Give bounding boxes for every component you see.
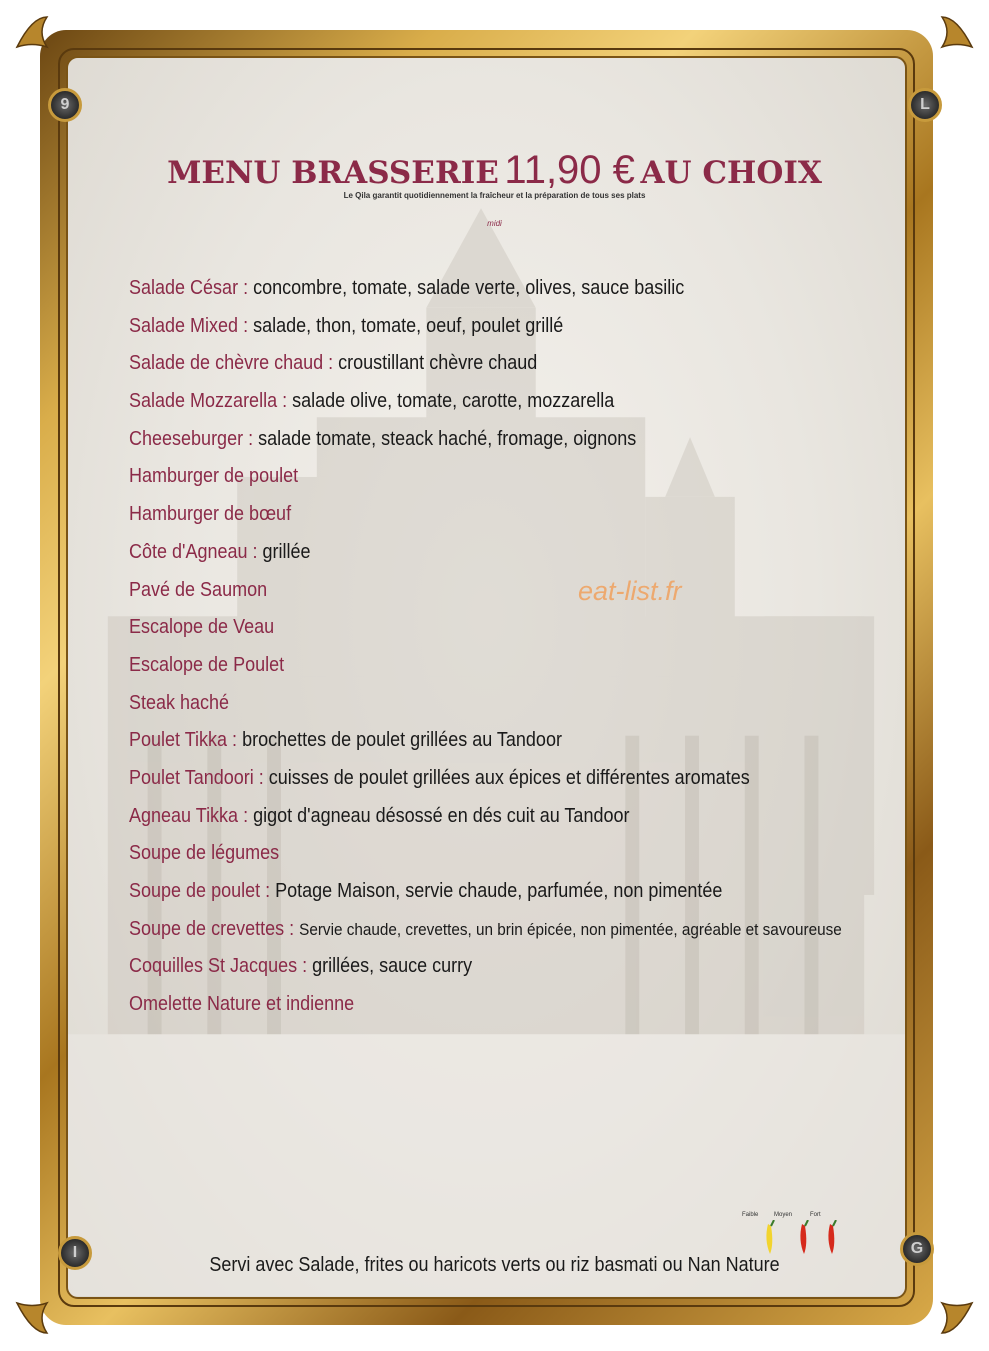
menu-item-description: salade olive, tomate, carotte, mozzarella xyxy=(292,390,615,413)
spice-label-faible: Faible xyxy=(742,1212,759,1218)
menu-item-separator: : xyxy=(227,729,243,752)
menu-list xyxy=(129,274,889,1028)
menu-item-name: Hamburger de bœuf xyxy=(129,503,292,526)
menu-item-name: Côte d'Agneau xyxy=(129,540,248,563)
menu-item-separator: : xyxy=(253,766,269,789)
menu-item-separator: : xyxy=(238,804,254,827)
menu-item-separator: : xyxy=(284,917,300,940)
menu-item xyxy=(129,839,813,877)
menu-item-name: Poulet Tikka xyxy=(129,729,228,752)
menu-item-separator: : xyxy=(243,427,259,450)
menu-item xyxy=(129,387,813,425)
watermark-text: eat-list.fr xyxy=(578,576,682,606)
menu-title xyxy=(0,148,989,193)
menu-item-description: salade tomate, steack haché, fromage, oignons xyxy=(258,427,637,450)
menu-item-name: Soupe de légumes xyxy=(129,842,280,865)
menu-item-name: Coquilles St Jacques xyxy=(129,955,298,978)
menu-item-description: croustillant chèvre chaud xyxy=(338,352,538,375)
menu-subtitle: Le Qila garantit quotidiennement la fraîcheur et la préparation de tous ses plats xyxy=(343,191,646,200)
menu-item xyxy=(129,613,813,651)
corner-number-bottom-left: I xyxy=(72,1244,78,1261)
menu-item-name: Hamburger de poulet xyxy=(129,465,299,488)
menu-item xyxy=(129,576,813,614)
menu-item-separator: : xyxy=(260,880,276,902)
corner-ornament-bottom-left xyxy=(12,1268,82,1338)
menu-item-name: Poulet Tandoori xyxy=(129,766,254,789)
menu-item-separator: : xyxy=(323,352,339,375)
menu-item-name: Salade Mixed xyxy=(129,314,239,337)
menu-item-separator: : xyxy=(238,314,254,337)
menu-item-name: Escalope de Veau xyxy=(129,616,275,639)
menu-item-name: Escalope de Poulet xyxy=(129,653,285,676)
corner-ornament-top-right xyxy=(907,12,977,82)
menu-item-name: Agneau Tikka xyxy=(129,804,239,827)
menu-item xyxy=(129,349,813,387)
menu-item-description: concombre, tomate, salade verte, olives, sauce basilic xyxy=(253,277,685,299)
menu-item xyxy=(129,689,813,727)
title-suffix: AU CHOIX xyxy=(640,155,822,191)
corner-medallion-top-left xyxy=(48,88,82,122)
menu-item xyxy=(129,462,813,500)
menu-item xyxy=(129,877,813,915)
corner-medallion-top-right xyxy=(908,88,942,122)
menu-item-description: cuisses de poulet grillées aux épices et différentes aromates xyxy=(268,766,750,789)
menu-footer: Servi avec Salade, frites ou haricots verts ou riz basmati ou Nan Nature xyxy=(209,1254,780,1276)
menu-item xyxy=(129,764,813,802)
spice-label-fort: Fort xyxy=(810,1212,821,1218)
corner-number-bottom-right: G xyxy=(910,1240,924,1257)
menu-item-separator: : xyxy=(247,540,263,563)
corner-number-top-left: 9 xyxy=(60,96,70,113)
menu-item xyxy=(129,651,813,689)
menu-item xyxy=(129,915,842,953)
menu-item-name: Salade de chèvre chaud xyxy=(129,352,324,375)
menu-item-description: Potage Maison, servie chaude, parfumée, non pimentée xyxy=(275,880,723,902)
menu-item-name: Soupe de crevettes xyxy=(129,917,285,940)
menu-item-description: grillées, sauce curry xyxy=(312,955,473,978)
corner-ornament-bottom-right xyxy=(907,1268,977,1338)
menu-item-separator: : xyxy=(297,955,313,978)
menu-item-name: Cheeseburger xyxy=(129,427,244,450)
corner-ornament-top-left xyxy=(12,12,82,82)
menu-item xyxy=(129,274,813,312)
title-price: 11,90 € xyxy=(504,148,635,192)
menu-item-name: Omelette Nature et indienne xyxy=(129,993,355,1016)
corner-number-top-right: L xyxy=(920,96,930,113)
menu-item-name: Salade César xyxy=(129,277,239,299)
menu-item-separator: : xyxy=(277,390,293,413)
menu-item-separator: : xyxy=(238,277,254,299)
menu-item xyxy=(129,538,813,576)
menu-item-description: Servie chaude, crevettes, un brin épicée, non pimentée, agréable et savoureuse xyxy=(299,919,842,939)
menu-item-name: Pavé de Saumon xyxy=(129,578,268,601)
menu-item xyxy=(129,500,813,538)
menu-item-name: Salade Mozzarella xyxy=(129,390,278,413)
menu-item-name: Steak haché xyxy=(129,691,230,714)
menu-item xyxy=(129,312,813,350)
menu-item-description: brochettes de poulet grillées au Tandoor xyxy=(242,729,562,752)
menu-item xyxy=(129,802,813,840)
menu-item-name: Soupe de poulet xyxy=(129,880,261,902)
menu-item-description: gigot d'agneau désossé en dés cuit au Tandoor xyxy=(253,804,630,827)
menu-item-description: grillée xyxy=(262,540,311,563)
spice-label-moyen: Moyen xyxy=(774,1212,793,1218)
menu-item-description: salade, thon, tomate, oeuf, poulet grillé xyxy=(253,314,564,337)
menu-item xyxy=(129,425,813,463)
menu-item xyxy=(129,990,813,1028)
service-label: midi xyxy=(487,219,502,228)
menu-item xyxy=(129,952,813,990)
title-prefix: MENU BRASSERIE xyxy=(167,155,499,191)
menu-item xyxy=(129,726,813,764)
